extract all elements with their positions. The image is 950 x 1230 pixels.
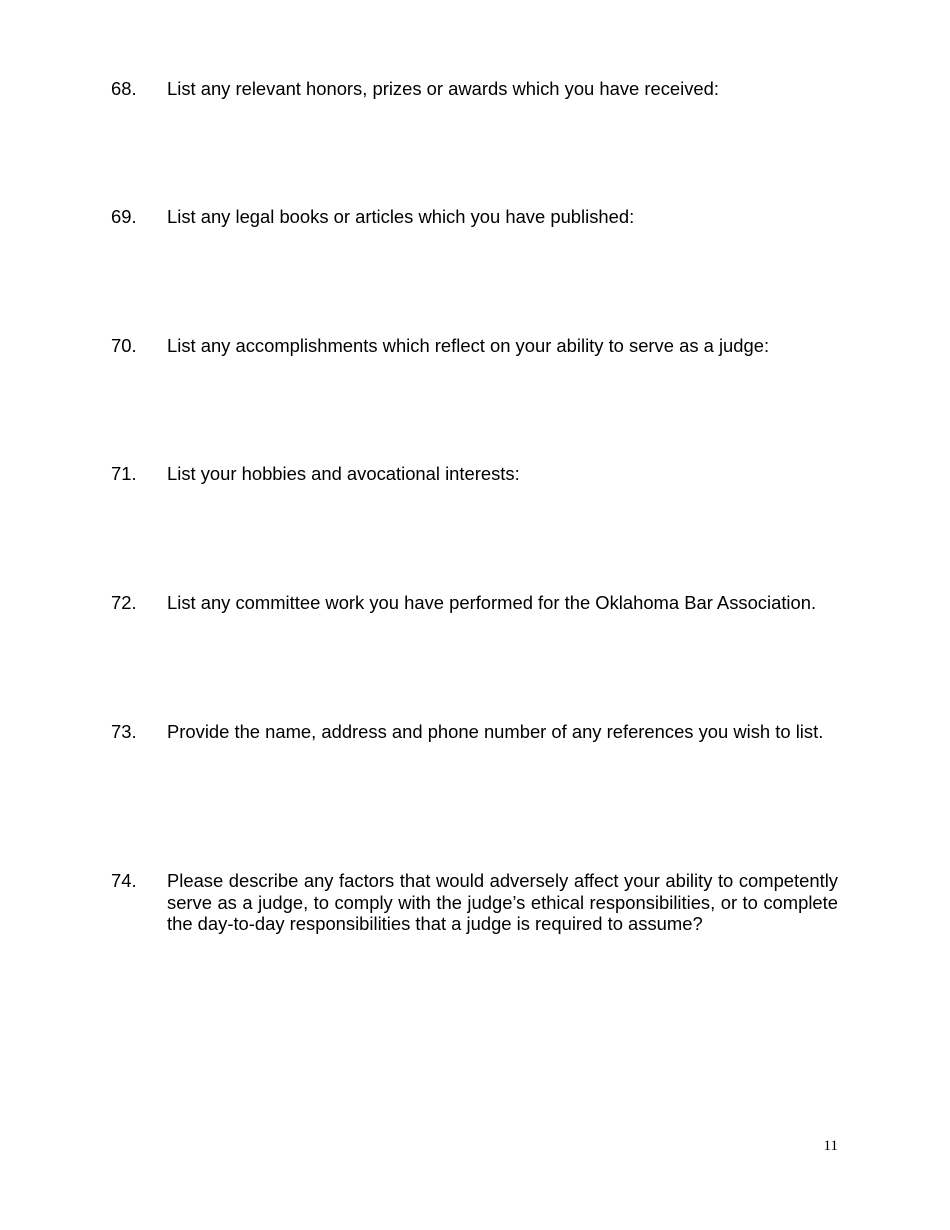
question-number: 71. bbox=[111, 463, 137, 484]
question-number: 74. bbox=[111, 870, 137, 891]
question-number: 70. bbox=[111, 335, 137, 356]
question-number: 69. bbox=[111, 206, 137, 227]
question-72 bbox=[111, 592, 838, 614]
question-text: List any accomplishments which reflect on your ability to serve as a judge: bbox=[167, 335, 770, 356]
question-text: Please describe any factors that would adversely affect your ability to competently serve as a judge, to comply with the judge’s ethical responsibilities, or to complete the day-to-day responsibilities that a judge is required to assume? bbox=[167, 870, 838, 934]
question-73 bbox=[111, 721, 838, 743]
question-text: List any relevant honors, prizes or awards which you have received: bbox=[167, 78, 719, 99]
question-text: List any legal books or articles which you have published: bbox=[167, 206, 635, 227]
question-71 bbox=[111, 463, 838, 485]
question-70 bbox=[111, 335, 838, 357]
question-text: Provide the name, address and phone number of any references you wish to list. bbox=[167, 721, 824, 742]
question-number: 68. bbox=[111, 78, 137, 99]
page-number: 11 bbox=[823, 1138, 838, 1154]
question-text: List any committee work you have performed for the Oklahoma Bar Association. bbox=[167, 592, 817, 613]
question-text: List your hobbies and avocational interests: bbox=[167, 463, 520, 484]
question-69 bbox=[111, 206, 838, 228]
question-number: 72. bbox=[111, 592, 137, 613]
question-68 bbox=[111, 78, 838, 100]
question-74 bbox=[111, 870, 838, 935]
question-number: 73. bbox=[111, 721, 137, 742]
